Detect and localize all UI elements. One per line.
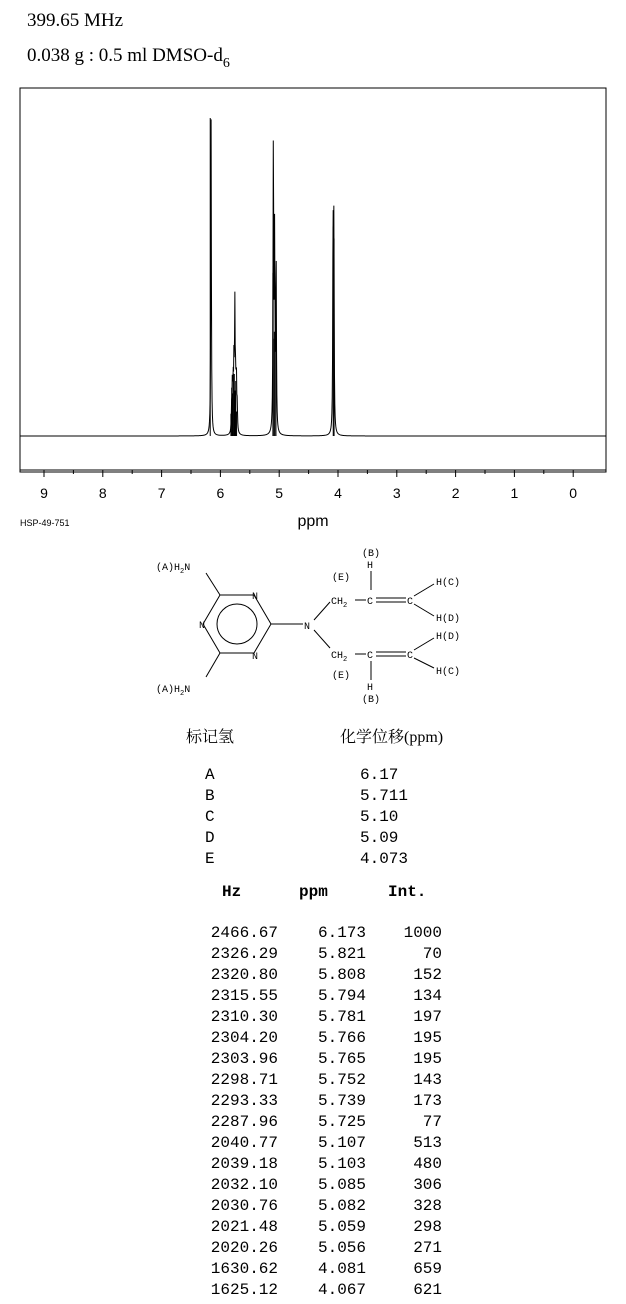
e-label-bottom: (E) bbox=[332, 671, 351, 682]
assignment-shift-0: 6.17 bbox=[360, 766, 399, 784]
x-tick-label: 8 bbox=[98, 485, 107, 501]
peak-ppm-16: 4.081 bbox=[317, 1260, 366, 1278]
x-tick-label: 2 bbox=[451, 485, 460, 501]
peak-ppm-9: 5.725 bbox=[317, 1113, 366, 1131]
molecular-structure bbox=[140, 540, 490, 710]
plot-frame bbox=[20, 88, 606, 472]
peak-hz-0: 2466.67 bbox=[210, 924, 278, 942]
peak-hz-7: 2298.71 bbox=[210, 1071, 278, 1089]
peak-int-15: 271 bbox=[413, 1239, 442, 1257]
bond-c-hd-top bbox=[414, 604, 434, 616]
bond-nh2-top bbox=[206, 573, 220, 595]
peak-header-ppm: ppm bbox=[299, 883, 328, 901]
hd-bottom: H(D) bbox=[436, 632, 461, 643]
x-axis-label: ppm bbox=[297, 513, 329, 530]
x-tick-label: 1 bbox=[510, 485, 519, 501]
peak-hz-4: 2310.30 bbox=[210, 1008, 278, 1026]
peak-ppm-3: 5.794 bbox=[317, 987, 366, 1005]
x-tick-label: 9 bbox=[40, 485, 48, 501]
peak-ppm-17: 4.067 bbox=[317, 1281, 366, 1299]
peak-int-6: 195 bbox=[413, 1050, 442, 1068]
peak-hz-14: 2021.48 bbox=[210, 1218, 278, 1236]
frequency-label: 399.65 MHz bbox=[27, 10, 124, 31]
peak-hz-1: 2326.29 bbox=[210, 945, 278, 963]
nh2-bottom-label: $(A)H_2N$ bbox=[156, 685, 191, 698]
peak-int-16: 659 bbox=[413, 1260, 442, 1278]
sample-subscript: 6 bbox=[222, 56, 230, 71]
ch2-top: $CH_2$ bbox=[331, 597, 348, 610]
bond-n-ch2-top bbox=[314, 602, 330, 620]
peak-int-1: 70 bbox=[422, 945, 442, 963]
assignment-shift-3: 5.09 bbox=[360, 829, 399, 847]
peak-ppm-5: 5.766 bbox=[317, 1029, 366, 1047]
peak-ppm-12: 5.085 bbox=[317, 1176, 366, 1194]
x-tick-label: 5 bbox=[275, 485, 284, 501]
nh2-top-label: $(A)H_2N$ bbox=[156, 563, 191, 576]
peak-hz-5: 2304.20 bbox=[210, 1029, 278, 1047]
assignment-label-0: A bbox=[205, 766, 215, 784]
b-label-bottom: (B) bbox=[362, 695, 381, 706]
peak-ppm-1: 5.821 bbox=[317, 945, 366, 963]
sample-label bbox=[27, 45, 230, 72]
peak-ppm-0: 6.173 bbox=[317, 924, 366, 942]
peak-ppm-4: 5.781 bbox=[317, 1008, 366, 1026]
peak-ppm-14: 5.059 bbox=[317, 1218, 366, 1236]
peak-hz-15: 2020.26 bbox=[210, 1239, 278, 1257]
c-top-1: C bbox=[367, 597, 374, 608]
ch2-bottom: $CH_2$ bbox=[331, 651, 348, 664]
peak-int-14: 298 bbox=[413, 1218, 442, 1236]
x-tick-label: 7 bbox=[157, 485, 166, 501]
peak-hz-8: 2293.33 bbox=[210, 1092, 278, 1110]
e-label-top: (E) bbox=[332, 573, 351, 584]
hc-bottom: H(C) bbox=[436, 667, 461, 678]
peak-ppm-11: 5.103 bbox=[317, 1155, 366, 1173]
peak-hz-9: 2287.96 bbox=[210, 1113, 278, 1131]
peak-int-12: 306 bbox=[413, 1176, 442, 1194]
hd-top: H(D) bbox=[436, 614, 461, 625]
assignment-label-1: B bbox=[205, 787, 215, 805]
peak-hz-6: 2303.96 bbox=[210, 1050, 278, 1068]
ring-n-1: N bbox=[252, 592, 259, 603]
c-top-2: C bbox=[407, 597, 414, 608]
peak-int-9: 77 bbox=[422, 1113, 442, 1131]
nmr-spectrum-chart bbox=[0, 80, 626, 530]
peak-hz-10: 2040.77 bbox=[210, 1134, 278, 1152]
peak-int-13: 328 bbox=[413, 1197, 442, 1215]
peak-header-hz: Hz bbox=[222, 883, 242, 901]
sample-text: 0.038 g : 0.5 ml DMSO-d bbox=[27, 45, 223, 66]
peak-hz-17: 1625.12 bbox=[210, 1281, 278, 1299]
peak-ppm-15: 5.056 bbox=[317, 1239, 366, 1257]
peak-int-5: 195 bbox=[413, 1029, 442, 1047]
x-tick-label: 4 bbox=[334, 485, 342, 501]
peak-int-4: 197 bbox=[413, 1008, 442, 1026]
peak-ppm-6: 5.765 bbox=[317, 1050, 366, 1068]
peak-hz-3: 2315.55 bbox=[210, 987, 278, 1005]
peak-ppm-8: 5.739 bbox=[317, 1092, 366, 1110]
x-tick-label: 0 bbox=[569, 485, 578, 501]
assignment-header-shift: 化学位移(ppm) bbox=[340, 729, 444, 746]
hc-top: H(C) bbox=[436, 578, 461, 589]
peak-hz-12: 2032.10 bbox=[210, 1176, 278, 1194]
peak-int-11: 480 bbox=[413, 1155, 442, 1173]
assignment-header-label: 标记氢 bbox=[186, 729, 235, 746]
x-tick-label: 3 bbox=[392, 485, 401, 501]
bond-n-ch2-bottom bbox=[314, 630, 330, 648]
bond-c-hd-bottom bbox=[414, 638, 434, 650]
x-axis-ticks bbox=[40, 470, 577, 501]
ring-n-2: N bbox=[199, 621, 206, 632]
assignment-label-4: E bbox=[205, 850, 215, 868]
peak-ppm-2: 5.808 bbox=[317, 966, 366, 984]
peak-int-10: 513 bbox=[413, 1134, 442, 1152]
h-bottom: H bbox=[367, 683, 374, 694]
assignment-label-3: D bbox=[205, 829, 215, 847]
h-top: H bbox=[367, 561, 374, 572]
c-bottom-2: C bbox=[407, 651, 414, 662]
assignment-shift-1: 5.711 bbox=[360, 787, 409, 805]
peak-ppm-7: 5.752 bbox=[317, 1071, 366, 1089]
peak-ppm-10: 5.107 bbox=[317, 1134, 366, 1152]
x-tick-label: 6 bbox=[216, 485, 225, 501]
peak-ppm-13: 5.082 bbox=[317, 1197, 366, 1215]
bond-c-hc-bottom bbox=[414, 658, 434, 668]
bond-c-hc-top bbox=[414, 584, 434, 596]
bond-nh2-bottom bbox=[206, 653, 220, 677]
peak-hz-16: 1630.62 bbox=[210, 1260, 278, 1278]
assignment-shift-4: 4.073 bbox=[360, 850, 409, 868]
peak-int-3: 134 bbox=[413, 987, 442, 1005]
peak-int-2: 152 bbox=[413, 966, 442, 984]
peak-int-17: 621 bbox=[413, 1281, 442, 1299]
assignment-label-2: C bbox=[205, 808, 215, 826]
c-bottom-1: C bbox=[367, 651, 374, 662]
spectrum-id: HSP-49-751 bbox=[20, 518, 70, 528]
peak-hz-13: 2030.76 bbox=[210, 1197, 278, 1215]
peak-hz-2: 2320.80 bbox=[210, 966, 278, 984]
assignment-shift-2: 5.10 bbox=[360, 808, 399, 826]
peak-int-7: 143 bbox=[413, 1071, 442, 1089]
amine-n-label: N bbox=[304, 622, 311, 633]
ring-n-3: N bbox=[252, 652, 259, 663]
peak-int-8: 173 bbox=[413, 1092, 442, 1110]
aromatic-circle bbox=[217, 604, 257, 644]
peak-header-int: Int. bbox=[388, 883, 427, 901]
spectrum-trace bbox=[20, 119, 606, 436]
peak-int-0: 1000 bbox=[403, 924, 442, 942]
peak-hz-11: 2039.18 bbox=[210, 1155, 278, 1173]
b-label-top: (B) bbox=[362, 549, 381, 560]
